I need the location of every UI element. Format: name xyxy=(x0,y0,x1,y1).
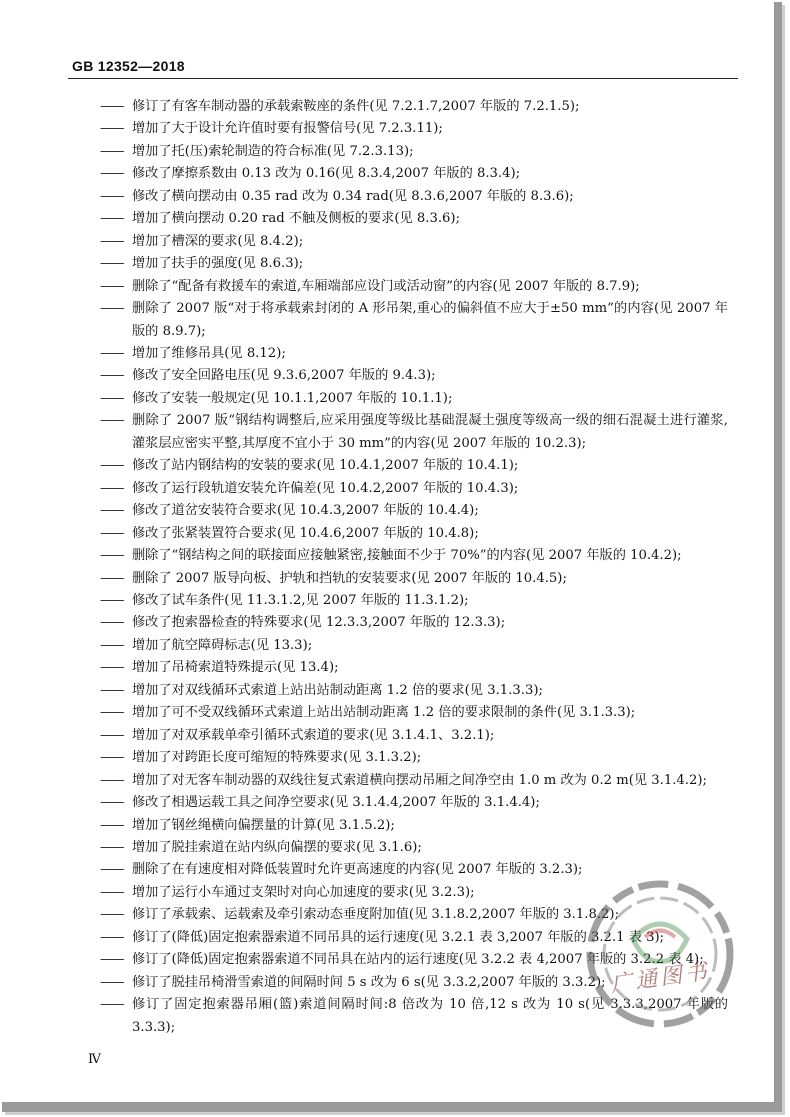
revision-item xyxy=(100,859,728,881)
em-dash-bullet: —— xyxy=(100,570,123,586)
revision-item xyxy=(100,118,728,140)
revision-item xyxy=(100,837,728,859)
em-dash-bullet: —— xyxy=(100,525,123,541)
em-dash-bullet: —— xyxy=(100,974,123,990)
em-dash-bullet: —— xyxy=(100,952,123,968)
revision-item-text: 修订了(降低)固定抱索器索道不同吊具的运行速度(见 3.2.1 表 3,2007 年版的 3.2.1 表 3); xyxy=(132,929,665,945)
revision-item xyxy=(100,276,728,298)
em-dash-bullet: —— xyxy=(100,458,123,474)
revision-item-text: 修改了相遇运载工具之间净空要求(见 3.1.4.4,2007 年版的 3.1.4.4); xyxy=(132,795,540,811)
revision-item-text: 增加了扶手的强度(见 8.6.3); xyxy=(132,256,304,272)
revision-item xyxy=(100,612,728,634)
revision-item xyxy=(100,770,728,792)
em-dash-bullet: —— xyxy=(100,772,123,788)
revision-item-text: 增加了托(压)索轮制造的符合标准(见 7.2.3.13); xyxy=(132,143,414,159)
revision-item-text: 增加了对无客车制动器的双线往复式索道横向摆动吊厢之间净空由 1.0 m 改为 0.2 m(见 3.1.4.2); xyxy=(132,772,707,788)
revision-item xyxy=(100,141,728,163)
revision-item xyxy=(100,500,728,522)
revision-item-text: 修改了安装一般规定(见 10.1.1,2007 年版的 10.1.1); xyxy=(132,390,453,406)
revision-item xyxy=(100,545,728,567)
revision-item xyxy=(100,904,728,926)
revision-item xyxy=(100,455,728,477)
revision-item xyxy=(100,208,728,230)
revision-item-text: 增加了对跨距长度可缩短的特殊要求(见 3.1.3.2); xyxy=(132,750,422,766)
revision-item-text: 增加了对双线循环式索道上站出站制动距离 1.2 倍的要求(见 3.1.3.3); xyxy=(132,682,543,698)
revision-item-text: 修改了张紧装置符合要求(见 10.4.6,2007 年版的 10.4.8); xyxy=(132,525,479,541)
stamp-text: 广通图书 xyxy=(609,959,712,998)
em-dash-bullet: —— xyxy=(100,862,123,878)
revision-item xyxy=(100,657,728,679)
revision-item xyxy=(100,815,728,837)
revision-item-text: 删除了在有速度相对降低装置时允许更高速度的内容(见 2007 年版的 3.2.3); xyxy=(132,862,583,878)
revision-item-text: 增加了可不受双线循环式索道上站出站制动距离 1.2 倍的要求限制的条件(见 3.1.3.3); xyxy=(132,705,636,721)
revision-item xyxy=(100,949,728,971)
revision-item-text: 修改了站内钢结构的安装的要求(见 10.4.1,2007 年版的 10.4.1); xyxy=(132,458,519,474)
revision-item-text: 删除了 2007 版“对于将承载索封闭的 A 形吊架,重心的偏斜值不应大于±50 mm”的内容(见 2007 年版的 8.9.7); xyxy=(132,301,728,339)
em-dash-bullet: —— xyxy=(100,907,123,923)
em-dash-bullet: —— xyxy=(100,413,123,429)
em-dash-bullet: —— xyxy=(100,795,123,811)
revision-item-text: 增加了航空障碍标志(见 13.3); xyxy=(132,637,313,653)
em-dash-bullet: —— xyxy=(100,345,123,361)
em-dash-bullet: —— xyxy=(100,188,123,204)
em-dash-bullet: —— xyxy=(100,660,123,676)
revision-item xyxy=(100,590,728,612)
page-number: Ⅳ xyxy=(88,1052,101,1067)
revision-item xyxy=(100,994,728,1039)
document-page xyxy=(2,2,782,1112)
em-dash-bullet: —— xyxy=(100,817,123,833)
em-dash-bullet: —— xyxy=(100,143,123,159)
revision-item xyxy=(100,972,728,994)
em-dash-bullet: —— xyxy=(100,592,123,608)
em-dash-bullet: —— xyxy=(100,121,123,137)
revision-item-text: 修订了固定抱索器吊厢(篮)索道间隔时间:8 倍改为 10 倍,12 s 改为 10 s(见 3.3.3,2007 年版的 3.3.3); xyxy=(132,997,728,1035)
revision-item xyxy=(100,792,728,814)
revision-item-text: 修订了脱挂吊椅滑雪索道的间隔时间 5 s 改为 6 s(见 3.3.2,2007 年版的 3.3.2); xyxy=(132,974,606,990)
revision-item-text: 修改了横向摆动由 0.35 rad 改为 0.34 rad(见 8.3.6,2007 年版的 8.3.6); xyxy=(132,188,574,204)
revision-item-text: 修改了试车条件(见 11.3.1.2,见 2007 年版的 11.3.1.2); xyxy=(132,592,469,608)
revision-item xyxy=(100,231,728,253)
em-dash-bullet: —— xyxy=(100,997,123,1013)
em-dash-bullet: —— xyxy=(100,682,123,698)
em-dash-bullet: —— xyxy=(100,99,123,114)
revision-item-text: 增加了维修吊具(见 8.12); xyxy=(132,345,286,361)
em-dash-bullet: —— xyxy=(100,278,123,294)
revision-item-text: 增加了槽深的要求(见 8.4.2); xyxy=(132,233,304,249)
revision-item-text: 修改了抱索器检查的特殊要求(见 12.3.3,2007 年版的 12.3.3); xyxy=(132,615,506,631)
revision-item-text: 修改了运行段轨道安装允许偏差(见 10.4.2,2007 年版的 10.4.3); xyxy=(132,480,519,496)
revision-item xyxy=(100,747,728,769)
revision-item-text: 修改了道岔安装符合要求(见 10.4.3,2007 年版的 10.4.4); xyxy=(132,503,479,519)
revision-item xyxy=(100,388,728,410)
revision-item-text: 删除了 2007 版“钢结构调整后,应采用强度等级比基础混凝土强度等级高一级的细石混凝土进行灌浆,灌浆层应密实平整,其厚度不宜小于 30 mm”的内容(见 2007 年版的 10.2.3); xyxy=(132,413,728,451)
em-dash-bullet: —— xyxy=(100,166,123,182)
revision-item-text: 修订了承载索、运载索及牵引索动态垂度附加值(见 3.1.8.2,2007 年版的 3.1.8.2); xyxy=(132,907,620,923)
em-dash-bullet: —— xyxy=(100,727,123,743)
revision-item xyxy=(100,725,728,747)
em-dash-bullet: —— xyxy=(100,750,123,766)
standard-code-header: GB 12352—2018 xyxy=(72,58,185,74)
revision-item xyxy=(100,702,728,724)
em-dash-bullet: —— xyxy=(100,301,123,317)
revision-item-text: 修改了摩擦系数由 0.13 改为 0.16(见 8.3.4,2007 年版的 8.3.4); xyxy=(132,166,521,182)
revision-item-text: 增加了脱挂索道在站内纵向偏摆的要求(见 3.1.6); xyxy=(132,839,422,855)
em-dash-bullet: —— xyxy=(100,233,123,249)
revision-item xyxy=(100,298,728,343)
revision-item xyxy=(100,635,728,657)
revision-item-text: 删除了 2007 版导向板、护轨和挡轨的安装要求(见 2007 年版的 10.4.5); xyxy=(132,570,567,586)
revision-item xyxy=(100,882,728,904)
revision-item xyxy=(100,568,728,590)
em-dash-bullet: —— xyxy=(100,548,123,564)
revision-item xyxy=(100,680,728,702)
em-dash-bullet: —— xyxy=(100,615,123,631)
revision-item-text: 修订了有客车制动器的承载索鞍座的条件(见 7.2.1.7,2007 年版的 7.2.1.5); xyxy=(132,99,580,114)
em-dash-bullet: —— xyxy=(100,480,123,496)
revision-item xyxy=(100,478,728,500)
revision-item-text: 增加了大于设计允许值时要有报警信号(见 7.2.3.11); xyxy=(132,121,443,137)
em-dash-bullet: —— xyxy=(100,884,123,900)
em-dash-bullet: —— xyxy=(100,390,123,406)
revision-item xyxy=(100,523,728,545)
em-dash-bullet: —— xyxy=(100,929,123,945)
revision-item-text: 删除了“钢结构之间的联接面应接触紧密,接触面不少于 70%”的内容(见 2007 年版的 10.4.2); xyxy=(132,548,682,564)
revision-item xyxy=(100,343,728,365)
revision-item xyxy=(100,365,728,387)
header-rule xyxy=(68,78,738,79)
revision-item xyxy=(100,410,728,455)
em-dash-bullet: —— xyxy=(100,503,123,519)
em-dash-bullet: —— xyxy=(100,705,123,721)
revision-item-text: 删除了“配备有救援车的索道,车厢端部应设门或活动窗”的内容(见 2007 年版的 8.7.9); xyxy=(132,278,640,294)
revision-item-text: 增加了对双承载单牵引循环式索道的要求(见 3.1.4.1、3.2.1); xyxy=(132,727,495,743)
revision-list xyxy=(100,96,728,1039)
revision-item xyxy=(100,163,728,185)
revision-item xyxy=(100,253,728,275)
revision-item-text: 修订了(降低)固定抱索器索道不同吊具在站内的运行速度(见 3.2.2 表 4,2007 年版的 3.2.2 表 4); xyxy=(132,952,704,968)
revision-item xyxy=(100,96,728,118)
revision-item-text: 增加了钢丝绳横向偏摆量的计算(见 3.1.5.2); xyxy=(132,817,395,833)
revision-item xyxy=(100,927,728,949)
em-dash-bullet: —— xyxy=(100,637,123,653)
revision-item xyxy=(100,186,728,208)
revision-item-text: 增加了运行小车通过支架时对向心加速度的要求(见 3.2.3); xyxy=(132,884,475,900)
em-dash-bullet: —— xyxy=(100,211,123,227)
em-dash-bullet: —— xyxy=(100,368,123,384)
em-dash-bullet: —— xyxy=(100,256,123,272)
revision-item-text: 修改了安全回路电压(见 9.3.6,2007 年版的 9.4.3); xyxy=(132,368,436,384)
revision-item-text: 增加了吊椅索道特殊提示(见 13.4); xyxy=(132,660,339,676)
revision-item-text: 增加了横向摆动 0.20 rad 不触及侧板的要求(见 8.3.6); xyxy=(132,211,461,227)
em-dash-bullet: —— xyxy=(100,839,123,855)
